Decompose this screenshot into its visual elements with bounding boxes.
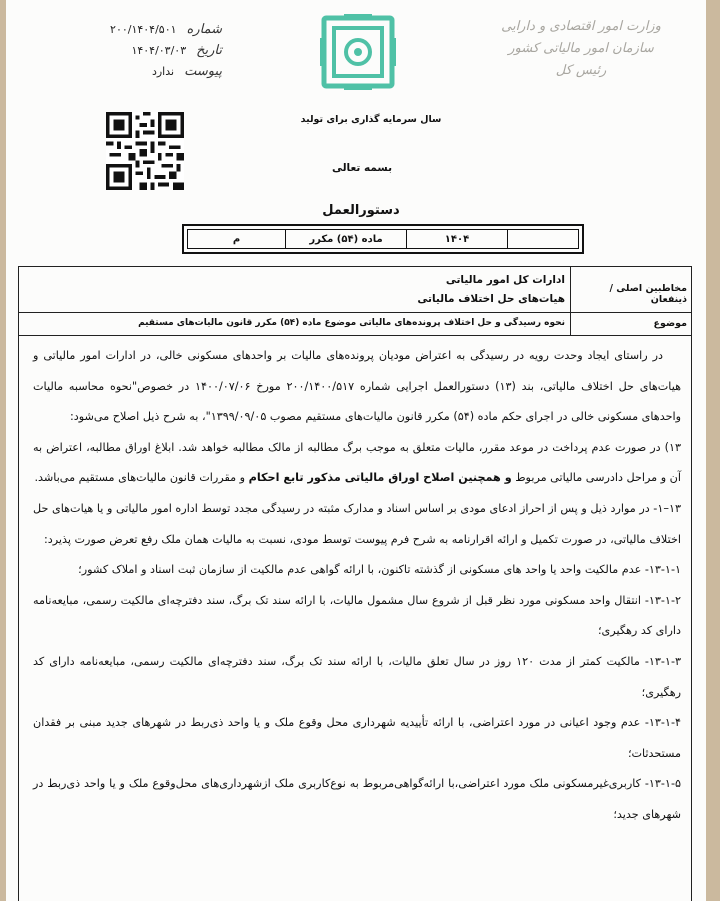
letter-attachment: ندارد (151, 65, 175, 78)
clause-13-1-4: ۱۳-۱-۴- عدم وجود اعیانی در مورد اعتراضی، با ارائه تأییدیه شهرداری محل وقوع ملک و یا واحد ذی‌ربط در شهرهای جدید مبنی بر فقدان مستحدثات؛ (33, 716, 681, 760)
number-cell-article: ماده (۵۴) مکرر (285, 230, 406, 248)
clause-13-text: ۱۳) در صورت عدم پرداخت در موعد مقرر، مالیات متعلق به موجب برگ مطالبه از مالک مطالبه خواهد شد. ابلاغ اوراق مطالبه، اعتراض به آن و مراحل دادرسی مالیاتی مربوط (33, 440, 681, 485)
letter-date: ۱۴۰۴/۰۳/۰۳ (131, 44, 187, 57)
document-number-box (182, 224, 584, 254)
letter-number-row (72, 22, 222, 43)
number-cell-year: ۱۴۰۴ (406, 230, 507, 248)
clause-13-1-3: ۱۳-۱-۳- مالکیت کمتر از مدت ۱۲۰ روز در سال تعلق مالیات، با ارائه سند تک برگ، سند دفترچه‌ای مالکیت رسمی، مبایعه‌نامه دارای کد رهگیری؛ (33, 654, 681, 699)
addressees-label: مخاطبین اصلی / ذینفعان (609, 283, 687, 305)
clause-13-1: ۱۳–۱- در موارد ذیل و پس از احراز ادعای مودی بر اساس اسناد و مدارک مثبته در رسیدگی مجدد توسط اداره امور مالیاتی و یا هیات‌های حل اختلاف مالیاتی، در صورت تکمیل و ارائه اقرارنامه به شرح فرم پیوست توسط مودی، نسبت به مالیات همان ملک رفع تعرض صورت پذیرد: (33, 501, 681, 546)
year-slogan: سال سرمایه گذاری برای تولید (300, 114, 442, 125)
ministry-line: وزارت امور اقتصادی و دارایی (501, 19, 661, 34)
instruction-table (18, 266, 692, 901)
addressee-item: ادارات کل امور مالیاتی (445, 274, 565, 286)
addressees (319, 271, 565, 309)
instruction-body (33, 341, 681, 831)
letter-date-row (72, 43, 222, 64)
clause-13-1-5: ۱۳-۱-۵- کاربری‌غیرمسکونی ملک مورد اعتراضی،با ارائه‌گواهی‌مربوط به نوع‌کاربری ملک ازشهرداری‌های محل‌وقوع ملک و یا واحد ذی‌ربط در شهرهای جدید؛ (33, 777, 681, 821)
ministry-line: سازمان امور مالیاتی کشور (508, 41, 654, 56)
clause-13-bold: و همچنین اصلاح اوراق مالیاتی مذکور تابع احکام (248, 471, 512, 485)
number-cell-code: م (232, 233, 241, 245)
letter-number: ۲۰۰/۱۴۰۴/۵۰۱ (110, 23, 177, 36)
meta-label: تاریخ (196, 43, 222, 58)
document-page (6, 0, 706, 901)
meta-label: پیوست (184, 64, 222, 79)
subject-label: موضوع (653, 318, 687, 329)
addressee-item: هیات‌های حل اختلاف مالیاتی (417, 293, 565, 305)
ministry-line: رئیس کل (555, 63, 607, 78)
letter-attachment-row (72, 64, 222, 85)
clause-13 (33, 433, 681, 494)
clause-13-text-end: و مقررات قانون مالیات‌های مستقیم می‌باشد. (34, 471, 249, 485)
intro-paragraph: در راستای ایجاد وحدت رویه در رسیدگی به اعتراض مودیان پرونده‌های مالیات بر واحدهای مسکونی خالی، در ادارات امور مالیاتی و هیات‌های حل اختلاف مالیاتی، بند (۱۳) دستورالعمل اجرایی شماره ۲۰۰/۱۴۰۰/۵۱۷ مورخ ۱۴۰۰/۰۷/۰۶ در خصوص"نحوه محاسبه مالیات واحدهای مسکونی خالی در اجرای حکم ماده (۵۴) مکرر قانون مالیات‌های مستقیم مصوب ۱۳۹۹/۰۹/۰۵"، به شرح ذیل اصلاح می‌شود: (33, 349, 681, 424)
document-title: دستورالعمل (322, 203, 400, 218)
basmala: بسمه تعالی (331, 162, 393, 174)
clause-13-1-2: ۱۳-۱-۲- انتقال واحد مسکونی مورد نظر قبل از شروع سال مشمول مالیات، با ارائه سند تک برگ، سند دفترچه‌ای مالکیت رسمی، مبایعه‌نامه دارای کد رهگیری؛ (33, 593, 681, 638)
number-cell-empty (507, 230, 578, 248)
clause-13-1-1: ۱۳-۱-۱- عدم مالکیت واحد یا واحد های مسکونی از گذشته تاکنون، با ارائه گواهی عدم مالکیت از سازمان ثبت اسناد و املاک کشور؛ (78, 563, 681, 577)
letter-meta (72, 22, 222, 85)
tax-organization-logo (318, 12, 398, 92)
meta-label: شماره (186, 22, 222, 37)
qr-code (106, 112, 184, 190)
subject: نحوه رسیدگی و حل اختلاف پرونده‌های مالیاتی موضوع ماده (۵۴) مکرر قانون مالیات‌های مستقیم (138, 318, 565, 328)
ministry-header (486, 16, 676, 82)
